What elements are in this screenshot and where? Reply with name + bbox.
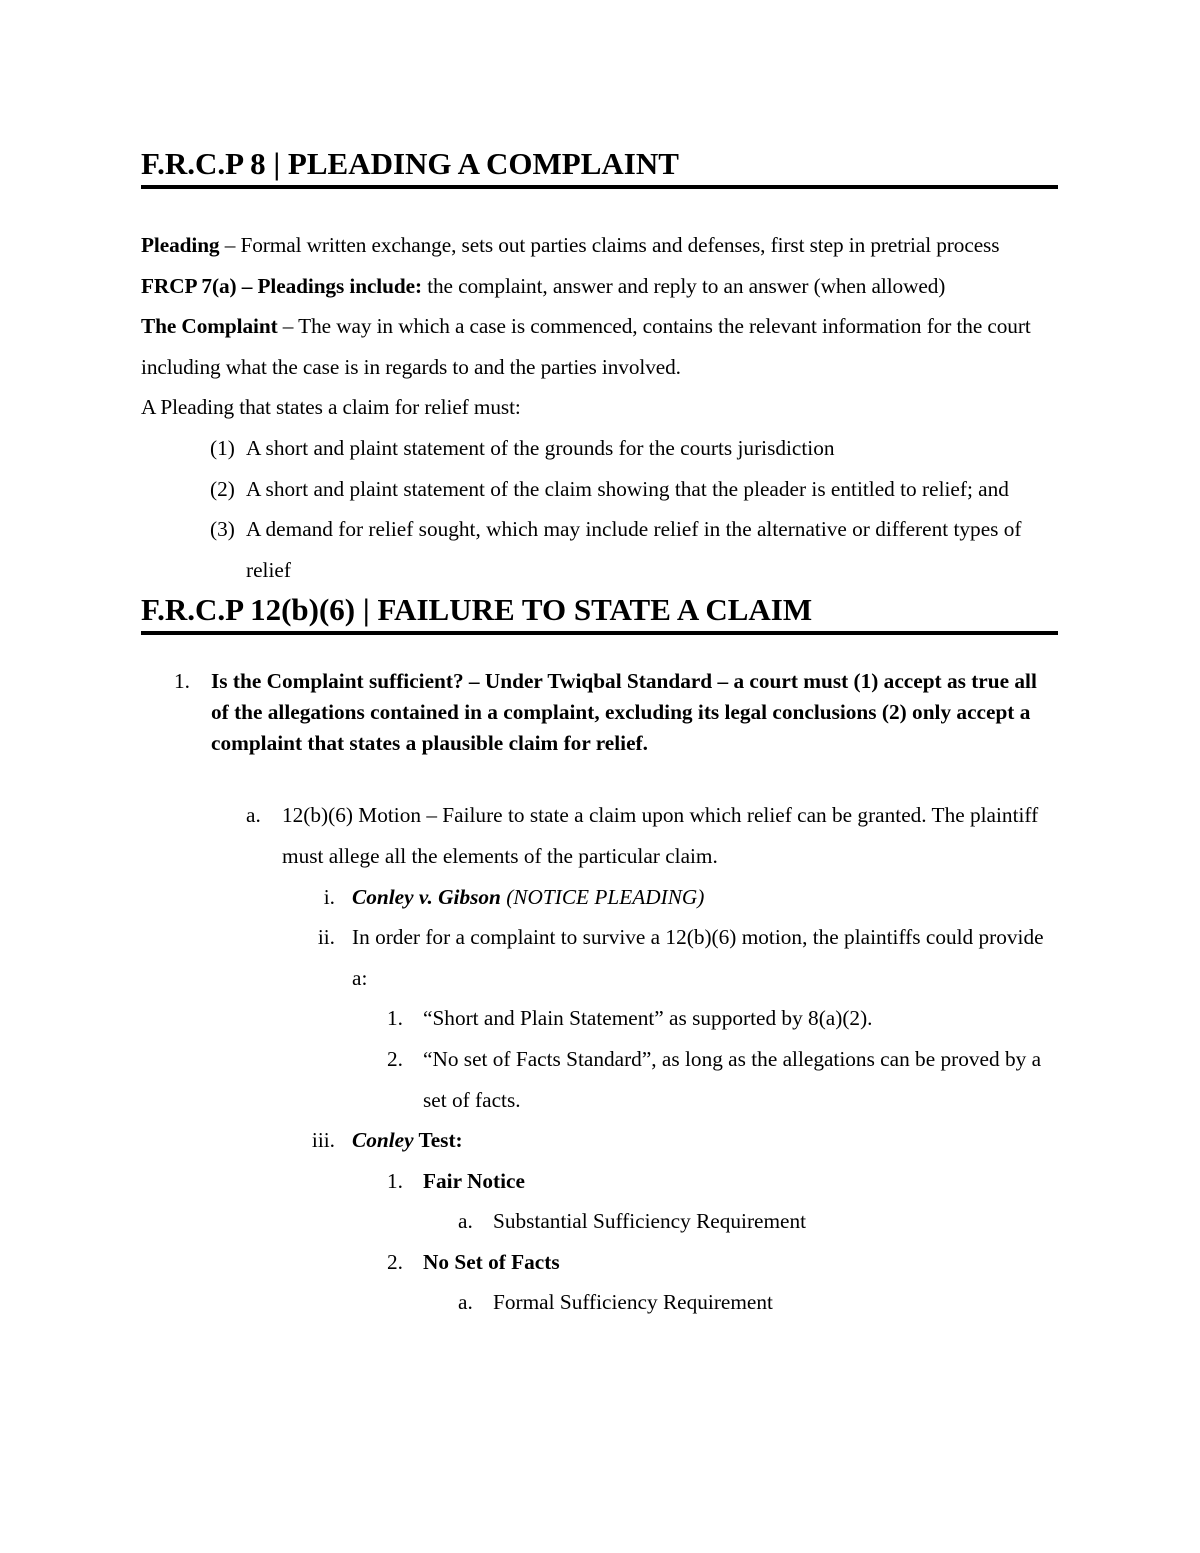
list-item	[141, 509, 1058, 590]
list-item-text: A short and plaint statement of the grounds for the courts jurisdiction	[246, 435, 835, 460]
list-item-text: “Short and Plain Statement” as supported by 8(a)(2).	[423, 1006, 873, 1031]
pleading-def: – Formal written exchange, sets out parties claims and defenses, first step in pretrial process	[219, 233, 1000, 257]
list-item	[141, 428, 1058, 469]
list-marker: 1.	[387, 1006, 403, 1031]
list-item	[141, 998, 1058, 1039]
complaint-def: – The way in which a case is commenced, contains the relevant information for the court including what the case is in regards to and the parties involved.	[141, 314, 1031, 379]
roman-item-i	[141, 877, 1058, 918]
section-frcp-8-body	[141, 225, 1058, 590]
list-marker: 2.	[387, 1249, 403, 1274]
list-marker: ii.	[317, 925, 335, 950]
list-item-text: A demand for relief sought, which may include relief in the alternative or different types of relief	[246, 517, 1022, 582]
case-note: (NOTICE PLEADING)	[500, 884, 705, 909]
list-item-text: Formal Sufficiency Requirement	[493, 1290, 773, 1315]
list-marker: (1)	[210, 435, 235, 460]
pleading-term: Pleading	[141, 233, 220, 257]
section-heading-frcp-12b6: F.R.C.P 12(b)(6) | FAILURE TO STATE A CLAIM	[141, 590, 1058, 635]
list-marker: 1.	[174, 669, 190, 694]
complaint-definition	[141, 306, 1058, 387]
motion-text: 12(b)(6) Motion – Failure to state a claim upon which relief can be granted. The plaintiff must allege all the elements of the particular claim.	[282, 803, 1039, 868]
complaint-term: The Complaint	[141, 314, 278, 339]
frcp7-term: FRCP 7(a) – Pleadings include:	[141, 273, 422, 298]
question-text: Is the Complaint sufficient? – Under Twiqbal Standard – a court must (1) accept as true all of the allegations contained in a complaint, excluding its legal conclusions (2) only accept a complaint that states a plausible claim for relief.	[211, 669, 1037, 756]
list-marker: (3)	[210, 517, 235, 542]
section-heading-frcp-8: F.R.C.P 8 | PLEADING A COMPLAINT	[141, 144, 1058, 189]
requirements-intro: A Pleading that states a claim for relief must:	[141, 395, 521, 420]
list-marker: 1.	[387, 1168, 403, 1193]
list-marker: 2.	[387, 1046, 403, 1071]
list-item-text: “No set of Facts Standard”, as long as the allegations can be proved by a set of facts.	[423, 1046, 1042, 1112]
list-item	[141, 1201, 1058, 1242]
list-marker: i.	[323, 884, 335, 909]
list-marker: a.	[246, 803, 261, 828]
list-item-text: Substantial Sufficiency Requirement	[493, 1209, 807, 1234]
list-item-text: No Set of Facts	[423, 1249, 560, 1274]
roman-text: In order for a complaint to survive a 12(b)(6) motion, the plaintiffs could provide a:	[352, 925, 1044, 990]
question-item	[141, 666, 1058, 759]
list-item	[141, 1161, 1058, 1202]
list-item	[141, 469, 1058, 510]
case-name: Conley v. Gibson	[352, 884, 501, 909]
list-marker: (2)	[210, 476, 235, 501]
list-marker: a.	[458, 1290, 473, 1315]
roman-item-iii	[141, 1120, 1058, 1161]
list-item-text: A short and plaint statement of the claim showing that the pleader is entitled to relief; and	[246, 476, 1009, 501]
roman-item-ii	[141, 917, 1058, 998]
test-label: Test:	[413, 1128, 463, 1153]
frcp7-def: the complaint, answer and reply to an answer (when allowed)	[421, 273, 946, 298]
list-item	[141, 1242, 1058, 1283]
list-marker: iii.	[311, 1128, 335, 1153]
pleading-definition	[141, 225, 1058, 266]
section-frcp-12b6-body	[141, 666, 1058, 1323]
list-item	[141, 1282, 1058, 1323]
list-marker: a.	[458, 1209, 473, 1234]
list-item-text: Fair Notice	[423, 1168, 525, 1193]
motion-item	[141, 795, 1058, 876]
requirements-list	[141, 428, 1058, 590]
list-item	[141, 1039, 1058, 1120]
frcp7-definition	[141, 266, 1058, 307]
case-name: Conley	[352, 1128, 414, 1153]
document-page	[141, 140, 1058, 1323]
